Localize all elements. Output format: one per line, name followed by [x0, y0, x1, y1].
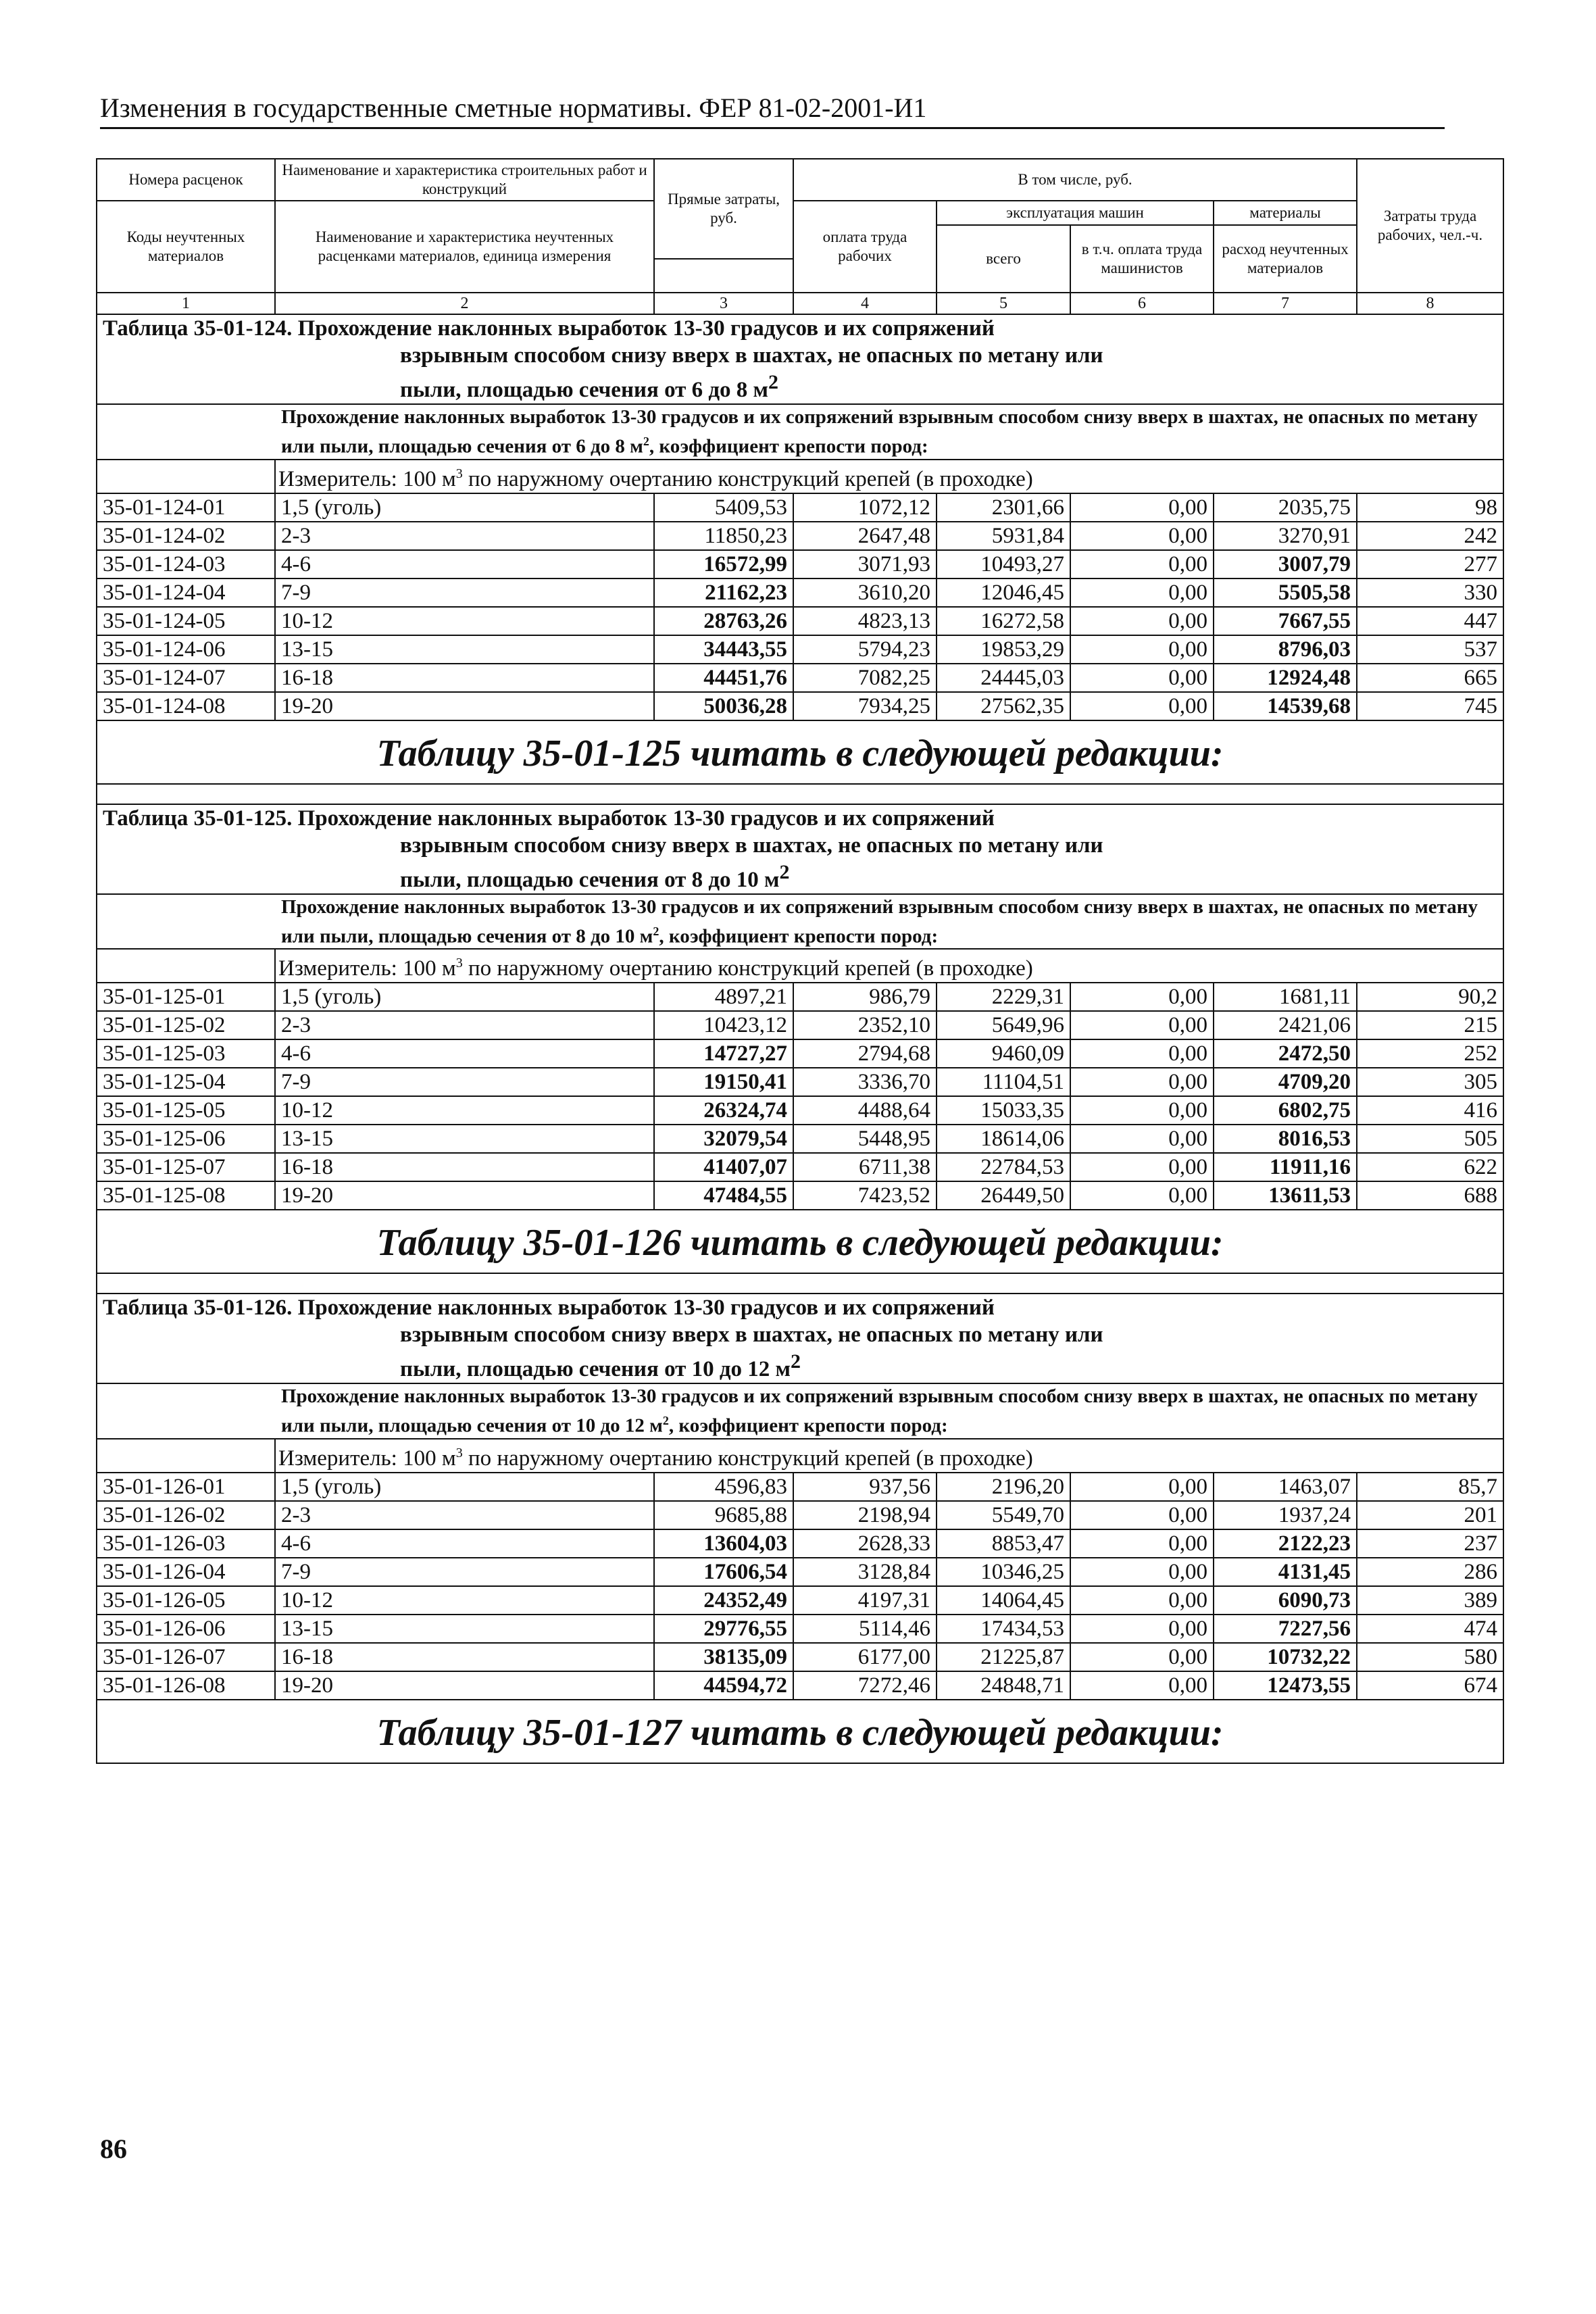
machinist-pay: 0,00 — [1070, 1153, 1214, 1181]
labor-pay: 7272,46 — [793, 1671, 937, 1700]
section-unit-row — [97, 1439, 1503, 1473]
read-next-note: Таблицу 35-01-127 читать в следующей редакции: — [97, 1700, 1503, 1763]
rate-name: 13-15 — [275, 1615, 654, 1643]
rate-name: 4-6 — [275, 1529, 654, 1558]
rate-code: 35-01-126-07 — [97, 1643, 275, 1671]
materials-cost: 2035,75 — [1214, 493, 1357, 522]
header-col1-bottom: Коды неучтенных материалов — [97, 201, 275, 293]
labor-hours: 622 — [1357, 1153, 1503, 1181]
machinist-pay: 0,00 — [1070, 1529, 1214, 1558]
rate-name: 19-20 — [275, 692, 654, 720]
labor-pay: 2352,10 — [793, 1011, 937, 1039]
section-unit: Измеритель: 100 $м^3$ по наружному очертанию конструкций крепей (в проходке) — [275, 460, 1503, 493]
machinist-pay: 0,00 — [1070, 1643, 1214, 1671]
materials-cost: 10732,22 — [1214, 1643, 1357, 1671]
rate-code: 35-01-124-01 — [97, 493, 275, 522]
section-title-line: пыли, площадью сечения от 6 до 8 $м^2$ — [400, 371, 779, 402]
rate-code: 35-01-126-05 — [97, 1586, 275, 1615]
header-col3-blank — [654, 259, 793, 293]
labor-hours: 665 — [1357, 664, 1503, 692]
materials-cost: 3270,91 — [1214, 522, 1357, 550]
rate-code: 35-01-125-05 — [97, 1096, 275, 1125]
table-row — [97, 1473, 1503, 1501]
labor-pay: 6177,00 — [793, 1643, 937, 1671]
machines-total: 9460,09 — [937, 1039, 1070, 1068]
unit-blank-cell — [97, 949, 275, 983]
section-description-row — [97, 1383, 1503, 1439]
rate-code: 35-01-126-01 — [97, 1473, 275, 1501]
direct-costs: 44594,72 — [654, 1671, 793, 1700]
table-row — [97, 983, 1503, 1011]
table-row — [97, 692, 1503, 720]
header-materials-usage: расход неучтенных материалов — [1214, 225, 1357, 293]
column-number: 4 — [793, 293, 937, 314]
header-rule — [100, 127, 1445, 129]
machinist-pay: 0,00 — [1070, 1501, 1214, 1529]
spacer-cell — [97, 1273, 1503, 1294]
section-title-number: Таблица 35-01-124. — [103, 316, 293, 341]
table-row — [97, 1181, 1503, 1210]
rate-name: 19-20 — [275, 1181, 654, 1210]
machinist-pay: 0,00 — [1070, 1011, 1214, 1039]
machinist-pay: 0,00 — [1070, 1181, 1214, 1210]
rate-code: 35-01-126-08 — [97, 1671, 275, 1700]
rate-code: 35-01-126-04 — [97, 1558, 275, 1586]
labor-hours: 237 — [1357, 1529, 1503, 1558]
rate-name: 4-6 — [275, 550, 654, 578]
machines-total: 2301,66 — [937, 493, 1070, 522]
machines-total: 2196,20 — [937, 1473, 1070, 1501]
rate-name: 16-18 — [275, 1643, 654, 1671]
machinist-pay: 0,00 — [1070, 522, 1214, 550]
column-number: 7 — [1214, 293, 1357, 314]
read-next-note: Таблицу 35-01-125 читать в следующей редакции: — [97, 720, 1503, 784]
section-description: Прохождение наклонных выработок 13-30 градусов и их сопряжений взрывным способом снизу вверх в шахтах, не опасных по метану или пыли, площадью сечения от 8 до 10 $м^2$, коэффициент крепости пород: — [97, 894, 1503, 950]
machinist-pay: 0,00 — [1070, 1586, 1214, 1615]
rate-code: 35-01-124-05 — [97, 607, 275, 635]
labor-pay: 3336,70 — [793, 1068, 937, 1096]
header-col2-bottom: Наименование и характеристика неучтенных расценками материалов, единица измерения — [275, 201, 654, 293]
direct-costs: 44451,76 — [654, 664, 793, 692]
labor-pay: 6711,38 — [793, 1153, 937, 1181]
section-title-line: Прохождение наклонных выработок 13-30 градусов и их сопряжений — [297, 806, 995, 831]
machinist-pay: 0,00 — [1070, 578, 1214, 607]
table-row — [97, 1068, 1503, 1096]
labor-hours: 580 — [1357, 1643, 1503, 1671]
section-title — [97, 1294, 1503, 1383]
rate-code: 35-01-124-02 — [97, 522, 275, 550]
labor-pay: 7423,52 — [793, 1181, 937, 1210]
machinist-pay: 0,00 — [1070, 1615, 1214, 1643]
direct-costs: 32079,54 — [654, 1125, 793, 1153]
materials-cost: 1463,07 — [1214, 1473, 1357, 1501]
materials-cost: 11911,16 — [1214, 1153, 1357, 1181]
direct-costs: 47484,55 — [654, 1181, 793, 1210]
materials-cost: 13611,53 — [1214, 1181, 1357, 1210]
section-description-row — [97, 404, 1503, 460]
column-number: 3 — [654, 293, 793, 314]
rate-name: 2-3 — [275, 1501, 654, 1529]
rate-code: 35-01-124-04 — [97, 578, 275, 607]
table-row — [97, 1615, 1503, 1643]
section-title-number: Таблица 35-01-125. — [103, 806, 293, 831]
labor-hours: 745 — [1357, 692, 1503, 720]
labor-pay: 2198,94 — [793, 1501, 937, 1529]
labor-hours: 85,7 — [1357, 1473, 1503, 1501]
rate-code: 35-01-126-03 — [97, 1529, 275, 1558]
rate-code: 35-01-125-06 — [97, 1125, 275, 1153]
machines-total: 27562,35 — [937, 692, 1070, 720]
machines-total: 12046,45 — [937, 578, 1070, 607]
read-next-row — [97, 1700, 1503, 1763]
table-row — [97, 578, 1503, 607]
rate-name: 13-15 — [275, 1125, 654, 1153]
materials-cost: 7667,55 — [1214, 607, 1357, 635]
direct-costs: 10423,12 — [654, 1011, 793, 1039]
section-spacer — [97, 1273, 1503, 1294]
labor-hours: 277 — [1357, 550, 1503, 578]
section-title-row — [97, 1294, 1503, 1383]
header-direct-costs: Прямые затраты, руб. — [654, 159, 793, 259]
machines-total: 24445,03 — [937, 664, 1070, 692]
labor-pay: 5114,46 — [793, 1615, 937, 1643]
labor-hours: 201 — [1357, 1501, 1503, 1529]
machinist-pay: 0,00 — [1070, 1473, 1214, 1501]
direct-costs: 9685,88 — [654, 1501, 793, 1529]
section-title-row — [97, 804, 1503, 894]
section-title-row — [97, 314, 1503, 404]
machinist-pay: 0,00 — [1070, 664, 1214, 692]
section-title-line: взрывным способом снизу вверх в шахтах, не опасных по метану или — [400, 833, 1103, 858]
table-row — [97, 1643, 1503, 1671]
labor-pay: 7082,25 — [793, 664, 937, 692]
machinist-pay: 0,00 — [1070, 1039, 1214, 1068]
table-row — [97, 1125, 1503, 1153]
labor-pay: 4488,64 — [793, 1096, 937, 1125]
rate-name: 1,5 (уголь) — [275, 1473, 654, 1501]
materials-cost: 2421,06 — [1214, 1011, 1357, 1039]
section-title-line: пыли, площадью сечения от 8 до 10 $м^2$ — [400, 860, 790, 892]
rate-code: 35-01-126-02 — [97, 1501, 275, 1529]
header-machines-label: эксплуатация машин — [937, 201, 1214, 225]
section-spacer — [97, 784, 1503, 804]
machines-total: 26449,50 — [937, 1181, 1070, 1210]
materials-cost: 1681,11 — [1214, 983, 1357, 1011]
labor-pay: 7934,25 — [793, 692, 937, 720]
rate-code: 35-01-125-08 — [97, 1181, 275, 1210]
machines-total: 17434,53 — [937, 1615, 1070, 1643]
labor-pay: 3128,84 — [793, 1558, 937, 1586]
machinist-pay: 0,00 — [1070, 493, 1214, 522]
header-labor-pay: оплата труда рабочих — [793, 201, 937, 293]
materials-cost: 5505,58 — [1214, 578, 1357, 607]
header-machines-total: всего — [937, 225, 1070, 293]
table-row — [97, 1011, 1503, 1039]
machines-total: 19853,29 — [937, 635, 1070, 664]
labor-pay: 986,79 — [793, 983, 937, 1011]
machinist-pay: 0,00 — [1070, 692, 1214, 720]
read-next-row — [97, 1210, 1503, 1273]
labor-pay: 2628,33 — [793, 1529, 937, 1558]
machines-total: 18614,06 — [937, 1125, 1070, 1153]
direct-costs: 34443,55 — [654, 635, 793, 664]
labor-hours: 330 — [1357, 578, 1503, 607]
labor-pay: 3610,20 — [793, 578, 937, 607]
materials-cost: 4131,45 — [1214, 1558, 1357, 1586]
labor-pay: 4197,31 — [793, 1586, 937, 1615]
rate-code: 35-01-124-08 — [97, 692, 275, 720]
direct-costs: 13604,03 — [654, 1529, 793, 1558]
section-title — [97, 314, 1503, 404]
rate-name: 10-12 — [275, 1096, 654, 1125]
rate-code: 35-01-125-04 — [97, 1068, 275, 1096]
machines-total: 2229,31 — [937, 983, 1070, 1011]
rate-code: 35-01-124-07 — [97, 664, 275, 692]
materials-cost: 1937,24 — [1214, 1501, 1357, 1529]
rate-name: 4-6 — [275, 1039, 654, 1068]
section-description: Прохождение наклонных выработок 13-30 градусов и их сопряжений взрывным способом снизу вверх в шахтах, не опасных по метану или пыли, площадью сечения от 6 до 8 $м^2$, коэффициент крепости пород: — [97, 404, 1503, 460]
labor-hours: 674 — [1357, 1671, 1503, 1700]
labor-pay: 937,56 — [793, 1473, 937, 1501]
direct-costs: 4596,83 — [654, 1473, 793, 1501]
machines-total: 8853,47 — [937, 1529, 1070, 1558]
table-row — [97, 664, 1503, 692]
direct-costs: 17606,54 — [654, 1558, 793, 1586]
direct-costs: 21162,23 — [654, 578, 793, 607]
labor-pay: 5794,23 — [793, 635, 937, 664]
section-unit: Измеритель: 100 $м^3$ по наружному очертанию конструкций крепей (в проходке) — [275, 949, 1503, 983]
labor-hours: 286 — [1357, 1558, 1503, 1586]
table-row — [97, 607, 1503, 635]
labor-hours: 252 — [1357, 1039, 1503, 1068]
rate-name: 7-9 — [275, 1558, 654, 1586]
header-group-label: В том числе, руб. — [793, 159, 1357, 201]
machinist-pay: 0,00 — [1070, 1068, 1214, 1096]
header-materials-label: материалы — [1214, 201, 1357, 225]
labor-hours: 416 — [1357, 1096, 1503, 1125]
unit-blank-cell — [97, 1439, 275, 1473]
table-row — [97, 1153, 1503, 1181]
unit-blank-cell — [97, 460, 275, 493]
machinist-pay: 0,00 — [1070, 550, 1214, 578]
read-next-note: Таблицу 35-01-126 читать в следующей редакции: — [97, 1210, 1503, 1273]
rate-code: 35-01-125-02 — [97, 1011, 275, 1039]
header-labor-hours: Затраты труда рабочих, чел.-ч. — [1357, 159, 1503, 293]
machinist-pay: 0,00 — [1070, 1125, 1214, 1153]
labor-hours: 98 — [1357, 493, 1503, 522]
labor-hours: 474 — [1357, 1615, 1503, 1643]
direct-costs: 14727,27 — [654, 1039, 793, 1068]
labor-pay: 1072,12 — [793, 493, 937, 522]
read-next-row — [97, 720, 1503, 784]
header-col1-top: Номера расценок — [97, 159, 275, 201]
labor-hours: 505 — [1357, 1125, 1503, 1153]
section-description: Прохождение наклонных выработок 13-30 градусов и их сопряжений взрывным способом снизу вверх в шахтах, не опасных по метану или пыли, площадью сечения от 10 до 12 $м^2$, коэффициент крепости пород: — [97, 1383, 1503, 1439]
column-number: 1 — [97, 293, 275, 314]
machinist-pay: 0,00 — [1070, 1671, 1214, 1700]
labor-pay: 5448,95 — [793, 1125, 937, 1153]
labor-pay: 2647,48 — [793, 522, 937, 550]
section-title-line: Прохождение наклонных выработок 13-30 градусов и их сопряжений — [297, 316, 995, 341]
machinist-pay: 0,00 — [1070, 1096, 1214, 1125]
rate-code: 35-01-125-03 — [97, 1039, 275, 1068]
column-number: 6 — [1070, 293, 1214, 314]
labor-hours: 389 — [1357, 1586, 1503, 1615]
direct-costs: 11850,23 — [654, 522, 793, 550]
rate-name: 10-12 — [275, 607, 654, 635]
materials-cost: 7227,56 — [1214, 1615, 1357, 1643]
table-row — [97, 493, 1503, 522]
direct-costs: 19150,41 — [654, 1068, 793, 1096]
column-number: 5 — [937, 293, 1070, 314]
direct-costs: 16572,99 — [654, 550, 793, 578]
machinist-pay: 0,00 — [1070, 635, 1214, 664]
labor-hours: 537 — [1357, 635, 1503, 664]
labor-pay: 2794,68 — [793, 1039, 937, 1068]
page-header: Изменения в государственные сметные нормативы. ФЕР 81-02-2001-И1 — [100, 93, 927, 123]
table-row — [97, 1558, 1503, 1586]
materials-cost: 12924,48 — [1214, 664, 1357, 692]
section-title-line: пыли, площадью сечения от 10 до 12 $м^2$ — [400, 1350, 801, 1382]
labor-hours: 447 — [1357, 607, 1503, 635]
rate-name: 10-12 — [275, 1586, 654, 1615]
machines-total: 10493,27 — [937, 550, 1070, 578]
direct-costs: 41407,07 — [654, 1153, 793, 1181]
section-unit-row — [97, 949, 1503, 983]
direct-costs: 4897,21 — [654, 983, 793, 1011]
section-title-line: взрывным способом снизу вверх в шахтах, не опасных по метану или — [400, 343, 1103, 368]
header-col2-top: Наименование и характеристика строительных работ и конструкций — [275, 159, 654, 201]
spacer-cell — [97, 784, 1503, 804]
section-description-row — [97, 894, 1503, 950]
machines-total: 5549,70 — [937, 1501, 1070, 1529]
machines-total: 10346,25 — [937, 1558, 1070, 1586]
labor-hours: 215 — [1357, 1011, 1503, 1039]
estimate-table — [96, 158, 1504, 1764]
materials-cost: 8796,03 — [1214, 635, 1357, 664]
rate-name: 2-3 — [275, 1011, 654, 1039]
rate-name: 16-18 — [275, 664, 654, 692]
section-unit-row — [97, 460, 1503, 493]
rate-name: 7-9 — [275, 1068, 654, 1096]
direct-costs: 50036,28 — [654, 692, 793, 720]
machines-total: 11104,51 — [937, 1068, 1070, 1096]
table-row — [97, 1671, 1503, 1700]
rate-name: 1,5 (уголь) — [275, 983, 654, 1011]
rate-name: 16-18 — [275, 1153, 654, 1181]
machines-total: 16272,58 — [937, 607, 1070, 635]
table-row — [97, 550, 1503, 578]
section-title-line: Прохождение наклонных выработок 13-30 градусов и их сопряжений — [297, 1296, 995, 1321]
table-row — [97, 1529, 1503, 1558]
machines-total: 22784,53 — [937, 1153, 1070, 1181]
table-row — [97, 522, 1503, 550]
materials-cost: 6090,73 — [1214, 1586, 1357, 1615]
machines-total: 15033,35 — [937, 1096, 1070, 1125]
direct-costs: 28763,26 — [654, 607, 793, 635]
section-unit: Измеритель: 100 $м^3$ по наружному очертанию конструкций крепей (в проходке) — [275, 1439, 1503, 1473]
table-row — [97, 1501, 1503, 1529]
rate-name: 13-15 — [275, 635, 654, 664]
machinist-pay: 0,00 — [1070, 607, 1214, 635]
section-title-number: Таблица 35-01-126. — [103, 1296, 293, 1321]
table-row — [97, 1096, 1503, 1125]
rate-code: 35-01-124-03 — [97, 550, 275, 578]
rate-name: 19-20 — [275, 1671, 654, 1700]
machines-total: 21225,87 — [937, 1643, 1070, 1671]
rate-code: 35-01-124-06 — [97, 635, 275, 664]
materials-cost: 2122,23 — [1214, 1529, 1357, 1558]
machines-total: 24848,71 — [937, 1671, 1070, 1700]
section-title-line: взрывным способом снизу вверх в шахтах, не опасных по метану или — [400, 1323, 1103, 1348]
materials-cost: 2472,50 — [1214, 1039, 1357, 1068]
materials-cost: 8016,53 — [1214, 1125, 1357, 1153]
column-number: 2 — [275, 293, 654, 314]
materials-cost: 3007,79 — [1214, 550, 1357, 578]
rate-code: 35-01-126-06 — [97, 1615, 275, 1643]
materials-cost: 12473,55 — [1214, 1671, 1357, 1700]
rate-code: 35-01-125-07 — [97, 1153, 275, 1181]
direct-costs: 5409,53 — [654, 493, 793, 522]
header-machinist-pay: в т.ч. оплата труда машинистов — [1070, 225, 1214, 293]
materials-cost: 6802,75 — [1214, 1096, 1357, 1125]
machinist-pay: 0,00 — [1070, 1558, 1214, 1586]
labor-hours: 90,2 — [1357, 983, 1503, 1011]
rate-name: 7-9 — [275, 578, 654, 607]
materials-cost: 14539,68 — [1214, 692, 1357, 720]
direct-costs: 26324,74 — [654, 1096, 793, 1125]
column-number: 8 — [1357, 293, 1503, 314]
direct-costs: 29776,55 — [654, 1615, 793, 1643]
machines-total: 5931,84 — [937, 522, 1070, 550]
direct-costs: 24352,49 — [654, 1586, 793, 1615]
labor-hours: 305 — [1357, 1068, 1503, 1096]
section-title — [97, 804, 1503, 894]
page-number: 86 — [100, 2134, 127, 2164]
table-row — [97, 1039, 1503, 1068]
rate-name: 2-3 — [275, 522, 654, 550]
table-row — [97, 1586, 1503, 1615]
machines-total: 14064,45 — [937, 1586, 1070, 1615]
labor-pay: 3071,93 — [793, 550, 937, 578]
table-row — [97, 635, 1503, 664]
machinist-pay: 0,00 — [1070, 983, 1214, 1011]
materials-cost: 4709,20 — [1214, 1068, 1357, 1096]
machines-total: 5649,96 — [937, 1011, 1070, 1039]
labor-hours: 688 — [1357, 1181, 1503, 1210]
labor-hours: 242 — [1357, 522, 1503, 550]
rate-code: 35-01-125-01 — [97, 983, 275, 1011]
labor-pay: 4823,13 — [793, 607, 937, 635]
rate-name: 1,5 (уголь) — [275, 493, 654, 522]
direct-costs: 38135,09 — [654, 1643, 793, 1671]
